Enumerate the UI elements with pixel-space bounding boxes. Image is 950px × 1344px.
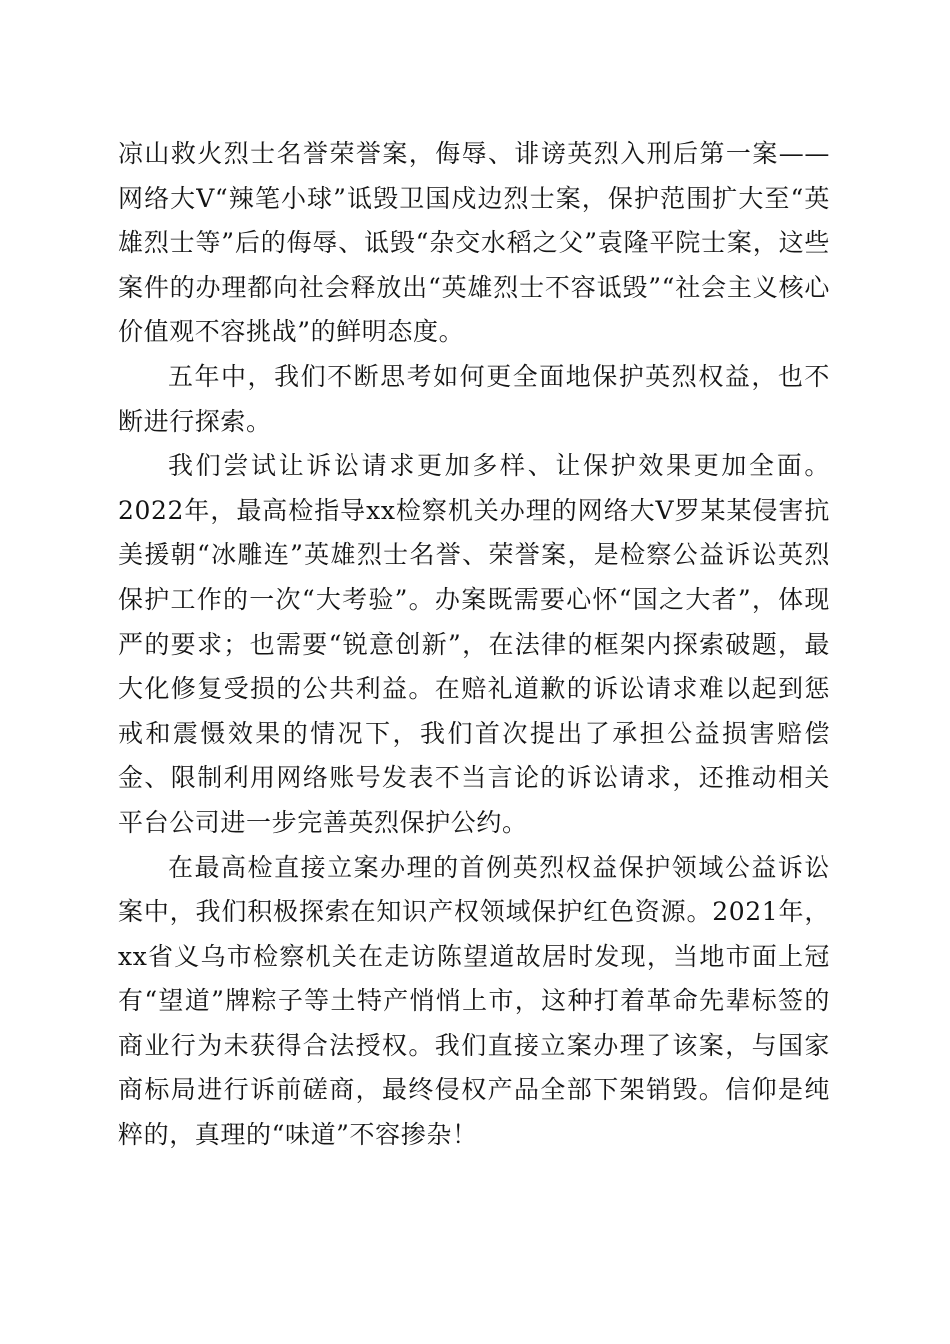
paragraph-exploration: 五年中，我们不断思考如何更全面地保护英烈权益，也不断进行探索。 — [118, 361, 830, 436]
paragraph-continuation: 凉山救火烈士名誉荣誉案，侮辱、诽谤英烈入刑后第一案——网络大V“辣笔小球”诋毁卫国戍边烈士案，保护范围扩大至“英雄烈士等”后的侮辱、诋毁“杂交水稻之父”袁隆平院士案，这些案件的办理都向社会释放出“英雄烈士不容诋毁”“社会主义核心价值观不容挑战”的鲜明态度。 — [118, 139, 830, 347]
paragraph-intellectual-property: 在最高检直接立案办理的首例英烈权益保护领域公益诉讼案中，我们积极探索在知识产权领域保护红色资源。2021年，xx省义乌市检察机关在走访陈望道故居时发现，当地市面上冠有“望道”牌粽子等土特产悄悄上市，这种打着革命先辈标签的商业行为未获得合法授权。我们直接立案办理了该案，与国家商标局进行诉前磋商，最终侵权产品全部下架销毁。信仰是纯粹的，真理的“味道”不容掺杂！ — [118, 852, 830, 1150]
body-text — [118, 132, 830, 1158]
paragraph-litigation-requests: 我们尝试让诉讼请求更加多样、让保护效果更加全面。2022年，最高检指导xx检察机关办理的网络大V罗某某侵害抗美援朝“冰雕连”英雄烈士名誉、荣誉案，是检察公益诉讼英烈保护工作的一次“大考验”。办案既需要心怀“国之大者”，体现严的要求；也需要“锐意创新”，在法律的框架内探索破题，最大化修复受损的公共利益。在赔礼道歉的诉讼请求难以起到惩戒和震慑效果的情况下，我们首次提出了承担公益损害赔偿金、限制利用网络账号发表不当言论的诉讼请求，还推动相关平台公司进一步完善英烈保护公约。 — [118, 451, 830, 837]
